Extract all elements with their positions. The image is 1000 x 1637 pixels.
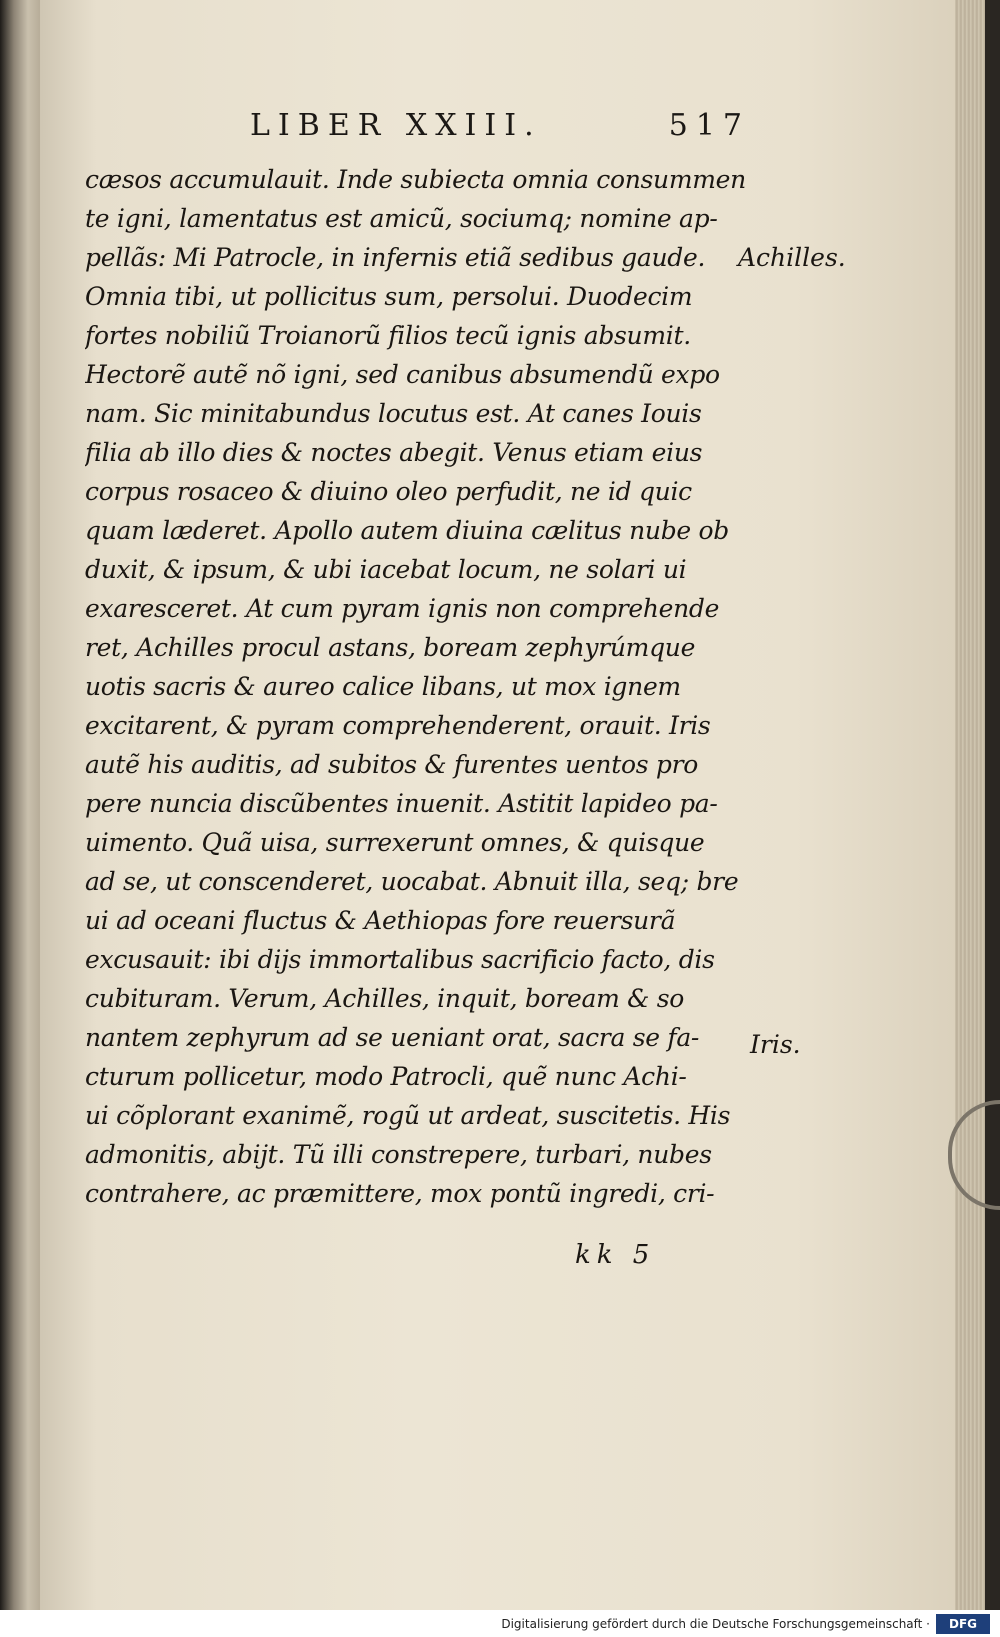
text-line: uimento. Quã uisa, surrexerunt omnes, & quisque bbox=[85, 828, 705, 857]
text-line: cubituram. Verum, Achilles, inquit, boream & so bbox=[85, 984, 685, 1013]
page-edge bbox=[955, 0, 985, 1610]
running-header bbox=[250, 108, 750, 143]
text-line: te igni, lamentatus est amicũ, sociumq; nomine ap- bbox=[85, 204, 718, 233]
page-number: 517 bbox=[668, 108, 750, 143]
text-line: nam. Sic minitabundus locutus est. At canes Iouis bbox=[85, 399, 702, 428]
text-line: autẽ his auditis, ad subitos & furentes uentos pro bbox=[85, 750, 698, 779]
marginal-note-achilles: Achilles. bbox=[738, 243, 846, 272]
text-line: excusauit: ibi dijs immortalibus sacrificio facto, dis bbox=[85, 945, 715, 974]
running-title: LIBER XXIII. bbox=[250, 108, 542, 143]
text-line: uotis sacris & aureo calice libans, ut mox ignem bbox=[85, 672, 681, 701]
text-line: contrahere, ac præmittere, mox pontũ ingredi, cri- bbox=[85, 1179, 715, 1208]
text-line: nantem zephyrum ad se ueniant orat, sacra se fa- bbox=[85, 1023, 700, 1052]
text-line: pellãs: Mi Patrocle, in infernis etiã sedibus gaude. bbox=[85, 243, 706, 272]
left-page-edge bbox=[0, 0, 40, 1610]
text-line: quam læderet. Apollo autem diuina cælitus nube ob bbox=[85, 516, 730, 545]
text-line: exaresceret. At cum pyram ignis non comprehende bbox=[85, 594, 720, 623]
text-line: ui ad oceani fluctus & Aethiopas fore reuersurã bbox=[85, 906, 676, 935]
text-line: ui cõplorant exanimẽ, rogũ ut ardeat, suscitetis. His bbox=[85, 1101, 731, 1130]
marginal-note-iris: Iris. bbox=[750, 1030, 801, 1059]
text-line: ad se, ut conscenderet, uocabat. Abnuit illa, seq; bre bbox=[85, 867, 739, 896]
body-text bbox=[85, 160, 765, 1213]
text-line: Hectorẽ autẽ nõ igni, sed canibus absumendũ expo bbox=[85, 360, 720, 389]
text-line: Omnia tibi, ut pollicitus sum, persolui. Duodecim bbox=[85, 282, 693, 311]
text-line: excitarent, & pyram comprehenderent, orauit. Iris bbox=[85, 711, 711, 740]
text-line: ret, Achilles procul astans, boream zephyrúmque bbox=[85, 633, 696, 662]
dfg-logo: DFG bbox=[936, 1614, 990, 1634]
text-line: fortes nobiliũ Troianorũ filios tecũ ignis absumit. bbox=[85, 321, 691, 350]
text-line: pere nuncia discũbentes inuenit. Astitit lapideo pa- bbox=[85, 789, 718, 818]
text-line: corpus rosaceo & diuino oleo perfudit, ne id quic bbox=[85, 477, 692, 506]
text-line: filia ab illo dies & noctes abegit. Venus etiam eius bbox=[85, 438, 703, 467]
text-line: cturum pollicetur, modo Patrocli, quẽ nunc Achi- bbox=[85, 1062, 687, 1091]
text-line: admonitis, abijt. Tũ illi constrepere, turbari, nubes bbox=[85, 1140, 712, 1169]
text-line: cæsos accumulauit. Inde subiecta omnia consummen bbox=[85, 165, 746, 194]
signature-mark: kk 5 bbox=[575, 1240, 656, 1270]
digitization-note: Digitalisierung gefördert durch die Deutsche Forschungsgemeinschaft · bbox=[501, 1617, 930, 1631]
text-line: duxit, & ipsum, & ubi iacebat locum, ne solari ui bbox=[85, 555, 687, 584]
